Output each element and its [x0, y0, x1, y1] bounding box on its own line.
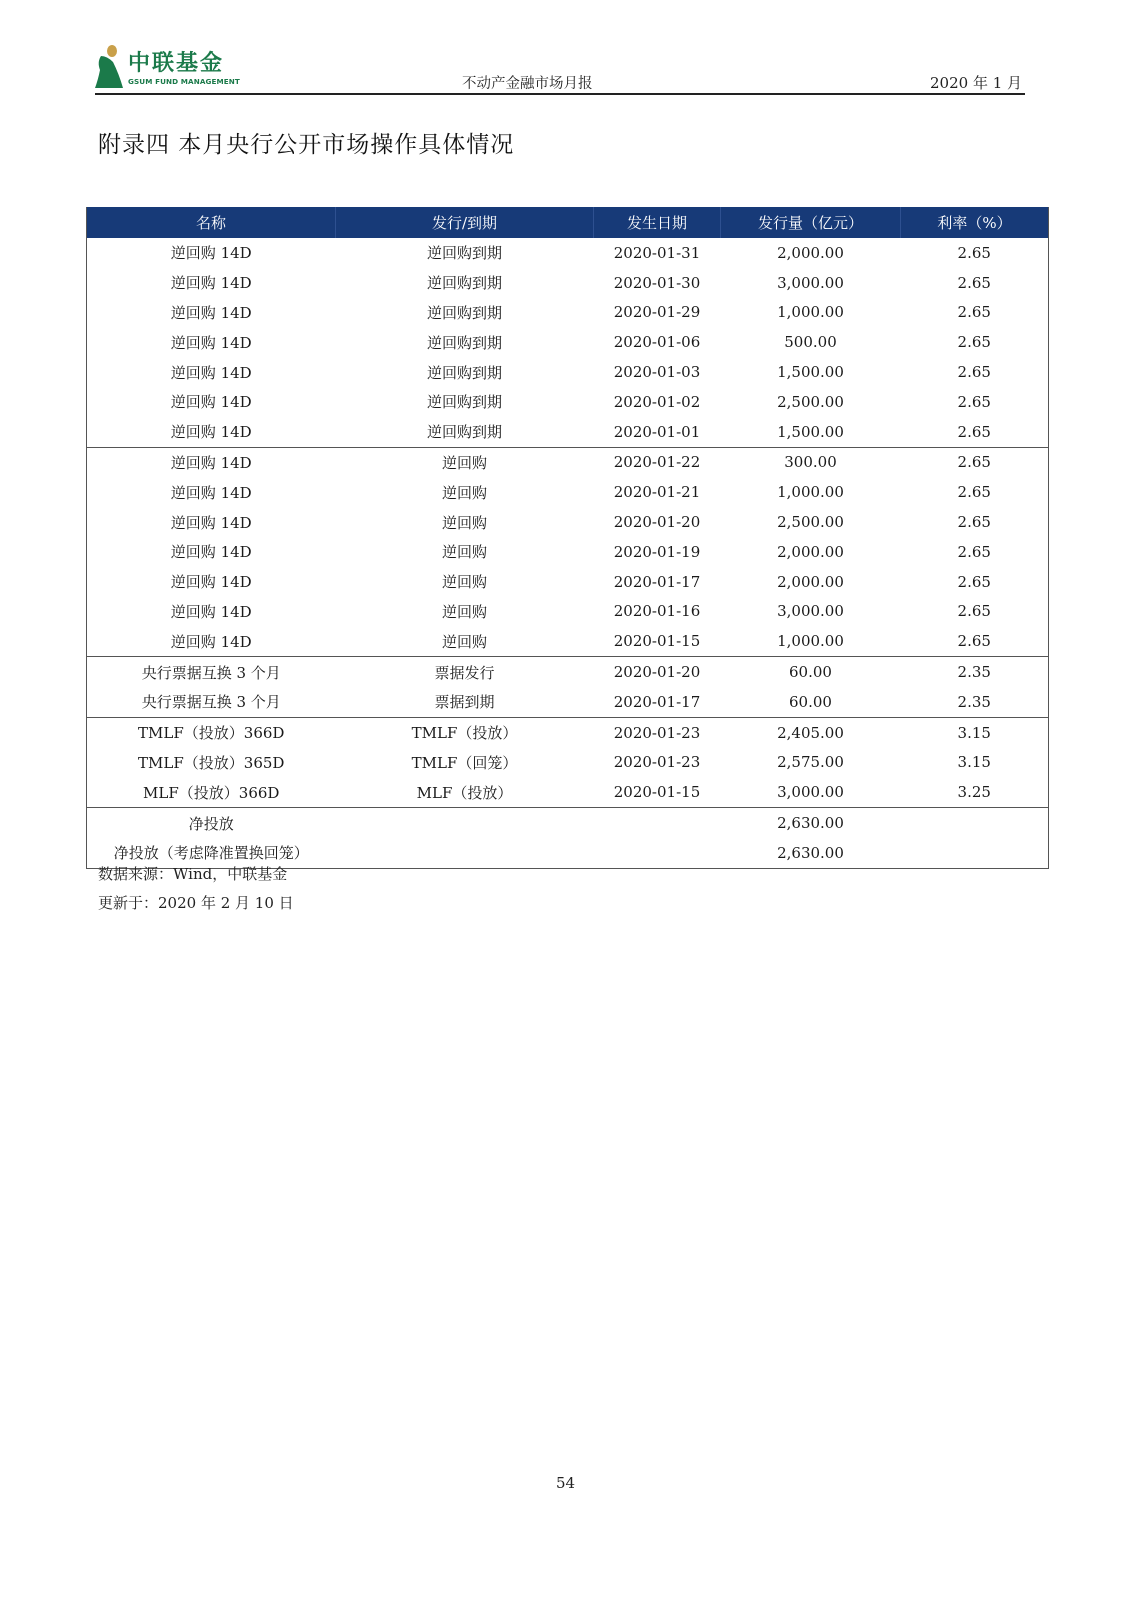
cell-amount: 1,500.00 [777, 422, 844, 441]
cell-amount: 500.00 [784, 333, 837, 352]
cell-rate: 2.65 [901, 447, 1049, 477]
cell-rate: 2.65 [957, 363, 991, 382]
cell-name: 逆回购 14D [170, 303, 252, 322]
table-row [87, 808, 1049, 838]
updated-note: 更新于：2020 年 2 月 10 日 [98, 894, 294, 912]
cell-amount: 1,000.00 [777, 483, 844, 502]
cell-type: TMLF（投放） [336, 717, 594, 747]
cell-amount: 60.00 [721, 657, 901, 687]
cell-date: 2020-01-20 [613, 513, 701, 532]
operations-table [86, 207, 1049, 869]
cell-amount: 2,000.00 [777, 542, 844, 561]
cell-amount: 2,405.00 [721, 717, 901, 747]
cell-type: 逆回购 [441, 483, 487, 502]
table-row [87, 327, 1049, 357]
cell-date: 2020-01-16 [613, 602, 701, 621]
cell-name: 逆回购 14D [170, 363, 252, 382]
column-header-rate: 利率（%） [901, 207, 1049, 238]
cell-name: TMLF（投放）366D [87, 717, 336, 747]
table-row [87, 357, 1049, 387]
cell-type: 逆回购到期 [426, 274, 502, 293]
cell-name: 逆回购 14D [87, 447, 336, 477]
cell-date: 2020-01-02 [613, 392, 701, 411]
cell-date [594, 838, 721, 868]
cell-name: 逆回购 14D [170, 244, 252, 263]
cell-date: 2020-01-17 [613, 692, 701, 711]
report-date: 2020 年 1 月 [930, 74, 1023, 92]
cell-type: 逆回购到期 [426, 244, 502, 263]
cell-type: 逆回购 [441, 543, 487, 562]
cell-rate: 2.65 [957, 243, 991, 262]
column-header-amount: 发行量（亿元） [721, 207, 901, 238]
cell-rate: 2.65 [957, 273, 991, 292]
table-row [87, 387, 1049, 417]
cell-name: 逆回购 14D [170, 513, 252, 532]
cell-date: 2020-01-21 [613, 483, 701, 502]
cell-rate: 2.65 [957, 303, 991, 322]
cell-type: 逆回购 [441, 513, 487, 532]
cell-date: 2020-01-31 [613, 243, 701, 262]
cell-rate: 2.65 [957, 632, 991, 651]
cell-rate [901, 838, 1049, 868]
table-row [87, 268, 1049, 298]
cell-type: 票据发行 [336, 657, 594, 687]
operations-table-container [86, 207, 1048, 869]
cell-rate: 2.65 [957, 572, 991, 591]
cell-amount: 1,000.00 [777, 303, 844, 322]
table-row [87, 687, 1049, 717]
report-title: 不动产金融市场月报 [462, 76, 593, 92]
table-row [87, 298, 1049, 328]
cell-amount: 2,000.00 [777, 572, 844, 591]
cell-rate: 3.15 [957, 753, 991, 772]
logo-icon [95, 44, 127, 90]
cell-type [336, 838, 594, 868]
cell-type: 逆回购到期 [426, 423, 502, 442]
cell-date: 2020-01-19 [613, 542, 701, 561]
table-row [87, 477, 1049, 507]
cell-date: 2020-01-22 [594, 447, 721, 477]
cell-rate: 2.65 [957, 392, 991, 411]
cell-name: 净投放（考虑降准置换回笼） [113, 844, 309, 863]
cell-rate: 2.65 [957, 422, 991, 441]
cell-date [594, 808, 721, 838]
cell-rate: 3.15 [901, 717, 1049, 747]
section-title: 附录四 本月央行公开市场操作具体情况 [98, 132, 515, 158]
table-row [87, 657, 1049, 687]
company-logo [95, 44, 245, 94]
logo-en-text: GSUM FUND MANAGEMENT [128, 77, 240, 86]
cell-name: 逆回购 14D [170, 393, 252, 412]
cell-date: 2020-01-03 [613, 363, 701, 382]
cell-date: 2020-01-29 [613, 303, 701, 322]
cell-amount: 1,500.00 [777, 363, 844, 382]
cell-rate: 3.25 [957, 783, 991, 802]
cell-amount: 60.00 [789, 692, 832, 711]
page-header [0, 0, 1131, 100]
cell-type [336, 808, 594, 838]
table-row [87, 597, 1049, 627]
cell-rate: 2.35 [957, 692, 991, 711]
logo-cn-text: 中联基金 [128, 51, 225, 76]
cell-amount: 2,500.00 [777, 513, 844, 532]
cell-type: 逆回购到期 [426, 303, 502, 322]
cell-date: 2020-01-23 [594, 717, 721, 747]
cell-type: 逆回购到期 [426, 363, 502, 382]
cell-type: 逆回购 [441, 573, 487, 592]
table-row [87, 567, 1049, 597]
source-note: 数据来源：Wind，中联基金 [98, 865, 288, 883]
cell-name: 央行票据互换 3 个月 [141, 693, 281, 712]
cell-name: 逆回购 14D [170, 602, 252, 621]
cell-date: 2020-01-30 [613, 273, 701, 292]
page-number: 54 [555, 1474, 576, 1492]
cell-amount: 2,500.00 [777, 392, 844, 411]
cell-type: TMLF（回笼） [411, 753, 518, 772]
cell-date: 2020-01-23 [613, 753, 701, 772]
cell-amount: 2,630.00 [721, 808, 901, 838]
cell-type: 逆回购 [441, 632, 487, 651]
cell-name: MLF（投放）366D [143, 783, 280, 802]
cell-date: 2020-01-20 [594, 657, 721, 687]
table-row [87, 447, 1049, 477]
cell-date: 2020-01-01 [613, 422, 701, 441]
table-row [87, 777, 1049, 807]
table-row [87, 626, 1049, 656]
cell-rate: 2.65 [957, 333, 991, 352]
table-row [87, 748, 1049, 778]
cell-date: 2020-01-15 [613, 632, 701, 651]
column-header-date: 发生日期 [594, 207, 721, 238]
cell-name: 逆回购 14D [170, 483, 252, 502]
column-header-name: 名称 [87, 207, 336, 238]
cell-type: 逆回购到期 [426, 333, 502, 352]
cell-name: 逆回购 14D [170, 274, 252, 293]
table-row [87, 417, 1049, 447]
table-row [87, 507, 1049, 537]
cell-type: 逆回购 [441, 602, 487, 621]
cell-rate: 2.65 [957, 602, 991, 621]
cell-name: 逆回购 14D [170, 632, 252, 651]
cell-rate [901, 808, 1049, 838]
cell-rate: 2.65 [957, 513, 991, 532]
table-body [87, 238, 1049, 868]
cell-name: 逆回购 14D [170, 333, 252, 352]
cell-type: 票据到期 [434, 693, 495, 712]
cell-amount: 3,000.00 [777, 273, 844, 292]
cell-name: 央行票据互换 3 个月 [87, 657, 336, 687]
cell-date: 2020-01-17 [613, 572, 701, 591]
cell-amount: 3,000.00 [777, 783, 844, 802]
cell-amount: 2,575.00 [777, 753, 844, 772]
cell-amount: 2,630.00 [777, 843, 844, 862]
column-header-type: 发行/到期 [336, 207, 594, 238]
cell-name: 逆回购 14D [170, 423, 252, 442]
cell-rate: 2.65 [957, 542, 991, 561]
table-row [87, 717, 1049, 747]
cell-name: 净投放 [87, 808, 336, 838]
cell-name: 逆回购 14D [170, 543, 252, 562]
cell-amount: 1,000.00 [777, 632, 844, 651]
table-row [87, 238, 1049, 268]
table-header-row [87, 207, 1049, 238]
cell-rate: 2.35 [901, 657, 1049, 687]
cell-type: 逆回购到期 [426, 393, 502, 412]
table-row [87, 537, 1049, 567]
cell-rate: 2.65 [957, 483, 991, 502]
cell-name: TMLF（投放）365D [138, 753, 285, 772]
cell-type: MLF（投放） [416, 783, 513, 802]
cell-date: 2020-01-06 [613, 333, 701, 352]
header-rule [95, 93, 1025, 95]
cell-type: 逆回购 [336, 447, 594, 477]
cell-amount: 2,000.00 [777, 243, 844, 262]
cell-date: 2020-01-15 [613, 783, 701, 802]
cell-name: 逆回购 14D [170, 573, 252, 592]
cell-amount: 3,000.00 [777, 602, 844, 621]
cell-amount: 300.00 [721, 447, 901, 477]
